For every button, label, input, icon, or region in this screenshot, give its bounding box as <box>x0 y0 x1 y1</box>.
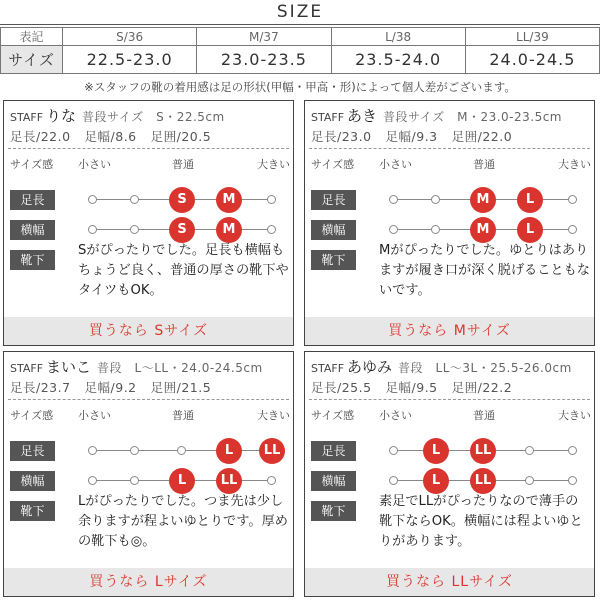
size-table-header-row <box>1 28 600 46</box>
scale-dot <box>389 195 398 204</box>
scale-dot <box>568 476 577 485</box>
scale-dot <box>431 195 440 204</box>
scale-title: サイズ感 <box>311 158 355 171</box>
fit-scale <box>84 186 274 214</box>
row-label: 足長 <box>311 190 356 210</box>
foot-measurements <box>311 378 590 396</box>
scale-low-label: 小さい <box>78 409 111 422</box>
fit-scale <box>84 437 281 465</box>
scale-dot <box>130 195 139 204</box>
size-mark: L <box>216 438 242 464</box>
size-table-header-cell: L/38 <box>331 28 465 46</box>
foot-length: 足長/25.5 <box>311 380 372 395</box>
scale-high-label: 大きい <box>257 409 290 422</box>
foot-measurements <box>10 378 289 396</box>
scale-dot <box>267 195 276 204</box>
scale-dot <box>88 195 97 204</box>
scale-low-label: 小さい <box>379 409 412 422</box>
divider <box>8 399 289 400</box>
scale-title: サイズ感 <box>311 409 355 422</box>
fit-scale <box>385 186 575 214</box>
row-label: 靴下 <box>311 250 356 270</box>
staff-tag: STAFF <box>10 362 44 375</box>
scale-dot <box>389 446 398 455</box>
staff-comment: Mがぴったりでした。ゆとりはありますが履き口が深く脱げることもないです。 <box>379 243 590 298</box>
size-mark: LL <box>470 438 496 464</box>
scale-mid-label: 普通 <box>473 409 495 422</box>
divider <box>309 399 590 400</box>
staff-card <box>304 100 595 346</box>
staff-header <box>10 356 287 376</box>
size-mark: LL <box>470 468 496 494</box>
staff-name: まいこ <box>46 358 92 376</box>
staff-header <box>10 105 287 125</box>
fit-scale <box>84 216 274 244</box>
foot-length: 足長/23.7 <box>10 380 71 395</box>
size-table-value-cell: 23.5-24.0 <box>331 46 465 74</box>
scale-legend <box>311 407 591 423</box>
staff-comment: Sがぴったりでした。足長も横幅もちょうど良く、普通の厚さの靴下やタイツもOK。 <box>78 243 289 298</box>
scale-dot <box>568 446 577 455</box>
fit-scale <box>385 467 575 495</box>
scale-dot <box>267 225 276 234</box>
scale-dot <box>130 225 139 234</box>
staff-comment: 素足でLLがぴったりなので薄手の靴下ならOK。横幅には程よいゆとりがあります。 <box>379 494 583 549</box>
scale-dot <box>177 446 186 455</box>
scale-mid-label: 普通 <box>172 158 194 171</box>
foot-girth: 足囲/20.5 <box>150 129 212 144</box>
scale-low-label: 小さい <box>379 158 412 171</box>
staff-header <box>311 356 588 376</box>
size-table-value-cell: 23.0-23.5 <box>197 46 331 74</box>
foot-length: 足長/22.0 <box>10 129 71 144</box>
foot-girth: 足囲/22.2 <box>451 380 513 395</box>
foot-width: 足幅/8.6 <box>84 129 137 144</box>
size-mark: L <box>517 187 543 213</box>
fit-note: ※スタッフの靴の着用感は足の形状(甲幅・甲高・形)によって個人差がございます。 <box>84 80 516 94</box>
scale-dot <box>130 476 139 485</box>
size-mark: LL <box>259 438 285 464</box>
size-verdict: 買うなら Mサイズ <box>305 317 594 345</box>
scale-legend <box>10 407 290 423</box>
scale-dot <box>525 446 534 455</box>
size-mark: LL <box>216 468 242 494</box>
row-label: 靴下 <box>10 501 55 521</box>
row-label: 靴下 <box>10 250 55 270</box>
scale-high-label: 大きい <box>257 158 290 171</box>
divider <box>309 148 590 149</box>
size-verdict: 買うなら Sサイズ <box>4 317 293 345</box>
foot-girth: 足囲/21.5 <box>150 380 212 395</box>
row-label: 足長 <box>10 441 55 461</box>
scale-low-label: 小さい <box>78 158 111 171</box>
scale-dot <box>568 195 577 204</box>
fit-scale <box>385 437 575 465</box>
scale-dot <box>130 446 139 455</box>
size-table <box>0 27 600 74</box>
scale-dot <box>389 225 398 234</box>
scale-title: サイズ感 <box>10 158 54 171</box>
divider <box>8 148 289 149</box>
staff-card <box>3 100 294 346</box>
staff-name: あき <box>347 107 378 125</box>
usual-size: 普段 LL〜3L・25.5-26.0cm <box>398 361 572 375</box>
title-divider <box>0 24 600 25</box>
scale-dot <box>525 476 534 485</box>
size-verdict: 買うなら Lサイズ <box>4 568 293 596</box>
foot-width: 足幅/9.2 <box>84 380 137 395</box>
size-verdict: 買うなら LLサイズ <box>305 568 594 596</box>
size-table-value-cell: 22.5-23.0 <box>63 46 197 74</box>
scale-legend <box>311 156 591 172</box>
scale-dot <box>568 225 577 234</box>
size-mark: M <box>470 217 496 243</box>
foot-measurements <box>311 127 590 145</box>
staff-tag: STAFF <box>311 362 345 375</box>
foot-width: 足幅/9.3 <box>385 129 438 144</box>
row-label: 横幅 <box>10 471 55 491</box>
usual-size: 普段サイズ M・23.0-23.5cm <box>383 110 562 124</box>
row-label: 靴下 <box>311 501 356 521</box>
size-mark: S <box>169 187 195 213</box>
page-title: SIZE <box>276 2 324 22</box>
scale-mid-label: 普通 <box>473 158 495 171</box>
size-mark: L <box>423 468 449 494</box>
usual-size: 普段 L〜LL・24.0-24.5cm <box>97 361 263 375</box>
size-table-header-label: 表記 <box>1 28 63 46</box>
staff-card <box>304 351 595 597</box>
staff-comment: Lがぴったりでした。つま先は少し余りますが程よいゆとりです。厚めの靴下も◎。 <box>78 494 288 549</box>
size-table-header-cell: M/37 <box>197 28 331 46</box>
row-label: 横幅 <box>311 471 356 491</box>
scale-dot <box>267 476 276 485</box>
foot-girth: 足囲/22.0 <box>451 129 513 144</box>
size-mark: M <box>216 217 242 243</box>
scale-dot <box>88 476 97 485</box>
scale-dot <box>88 446 97 455</box>
row-label: 足長 <box>311 441 356 461</box>
size-mark: S <box>169 217 195 243</box>
foot-measurements <box>10 127 289 145</box>
row-label: 足長 <box>10 190 55 210</box>
row-label: 横幅 <box>10 220 55 240</box>
size-mark: L <box>517 217 543 243</box>
size-mark: L <box>423 438 449 464</box>
usual-size: 普段サイズ S・22.5cm <box>82 110 225 124</box>
size-mark: M <box>470 187 496 213</box>
scale-mid-label: 普通 <box>172 409 194 422</box>
size-mark: L <box>169 468 195 494</box>
row-label: 横幅 <box>311 220 356 240</box>
foot-length: 足長/23.0 <box>311 129 372 144</box>
size-table-value-label: サイズ <box>1 46 63 74</box>
size-table-value-row <box>1 46 600 74</box>
size-table-header-cell: LL/39 <box>465 28 599 46</box>
staff-card <box>3 351 294 597</box>
staff-name: あゆみ <box>347 358 393 376</box>
staff-header <box>311 105 588 125</box>
fit-scale <box>385 216 575 244</box>
size-table-header-cell: S/36 <box>63 28 197 46</box>
staff-tag: STAFF <box>311 111 345 124</box>
scale-high-label: 大きい <box>558 409 591 422</box>
scale-dot <box>88 225 97 234</box>
size-table-value-cell: 24.0-24.5 <box>465 46 599 74</box>
scale-dot <box>431 225 440 234</box>
staff-tag: STAFF <box>10 111 44 124</box>
scale-high-label: 大きい <box>558 158 591 171</box>
staff-name: りな <box>46 107 77 125</box>
scale-legend <box>10 156 290 172</box>
scale-title: サイズ感 <box>10 409 54 422</box>
scale-dot <box>389 476 398 485</box>
fit-scale <box>84 467 274 495</box>
foot-width: 足幅/9.5 <box>385 380 438 395</box>
size-mark: M <box>216 187 242 213</box>
